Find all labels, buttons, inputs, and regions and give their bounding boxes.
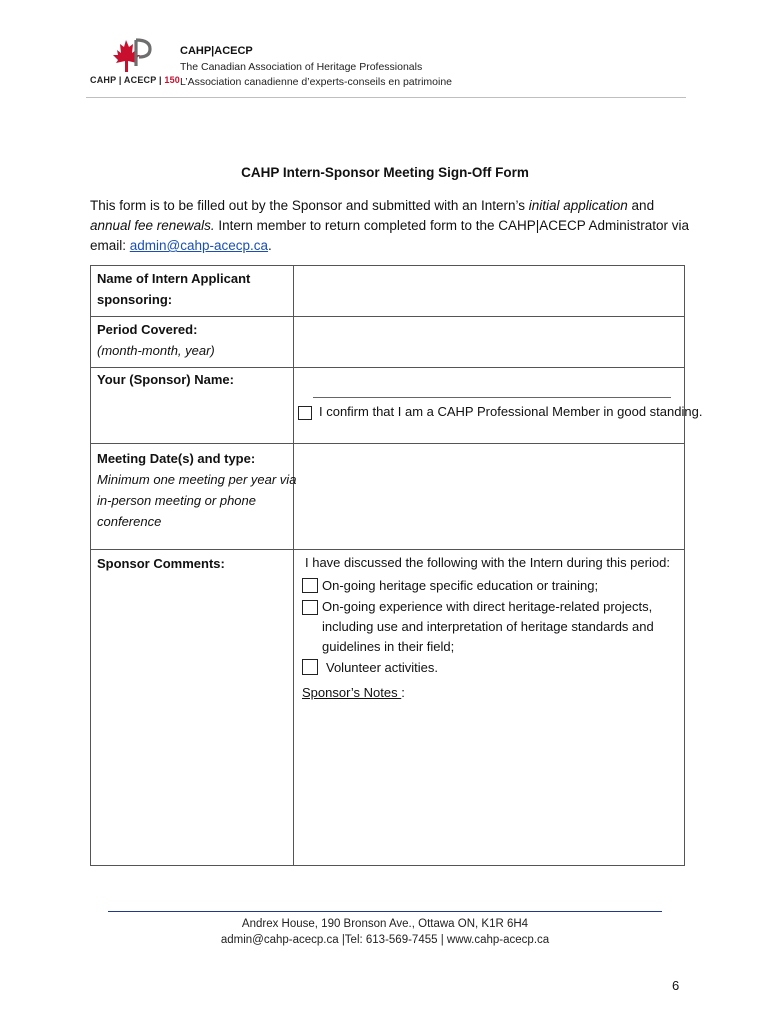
admin-email-link[interactable]: admin@cahp-acecp.ca	[129, 238, 269, 253]
volunteer-activities-checkbox[interactable]	[302, 659, 318, 675]
meeting-date-label: Meeting Date(s) and type: Minimum one meeting per year via in-person meeting or phone conference	[97, 451, 297, 529]
sponsor-signature-line	[313, 397, 671, 398]
option-projects-line-3: guidelines in their field;	[322, 639, 455, 654]
org-name-english: The Canadian Association of Heritage Professionals	[180, 61, 423, 73]
period-covered-label: Period Covered: (month-month, year)	[97, 319, 215, 361]
table-row-divider	[90, 549, 685, 550]
option-projects-line-2: including use and interpretation of heritage standards and	[322, 619, 654, 634]
sponsor-name-field[interactable]	[300, 372, 680, 396]
discussed-intro-text: I have discussed the following with the Intern during this period:	[305, 555, 670, 570]
sponsor-name-label: Your (Sponsor) Name:	[97, 372, 234, 387]
logo-year: 150	[164, 75, 181, 85]
sponsor-notes-field[interactable]	[300, 705, 680, 860]
footer-address: Andrex House, 190 Bronson Ave., Ottawa ON, K1R 6H4	[241, 918, 529, 930]
meeting-date-field[interactable]	[294, 444, 684, 549]
footer-divider	[108, 911, 662, 912]
period-covered-field[interactable]	[294, 317, 684, 367]
option-education-text: On-going heritage specific education or training;	[322, 578, 599, 593]
sponsor-comments-label: Sponsor Comments:	[97, 556, 225, 571]
intro-paragraph: This form is to be filled out by the Sponsor and submitted with an Intern’s initial application and annual fee renewals. Intern member to return completed form to the CAHP|ACECP Administrator via email: admin@cahp-acecp.ca.	[90, 198, 690, 253]
sponsor-notes-label: Sponsor’s Notes :	[302, 685, 405, 700]
header-divider	[86, 97, 686, 98]
org-name-french: L’Association canadienne d’experts-conseils en patrimoine	[180, 76, 452, 88]
period-hint: (month-month, year)	[97, 343, 215, 358]
maple-leaf-logo-icon	[112, 36, 156, 76]
form-title: CAHP Intern-Sponsor Meeting Sign-Off Form	[241, 165, 529, 180]
page-number: 6	[672, 978, 680, 993]
heritage-projects-checkbox[interactable]	[302, 600, 318, 615]
confirm-member-text: I confirm that I am a CAHP Professional Member in good standing.	[319, 404, 703, 419]
table-row-divider	[90, 367, 685, 368]
education-training-checkbox[interactable]	[302, 578, 318, 593]
footer-contact: admin@cahp-acecp.ca |Tel: 613-569-7455 | www.cahp-acecp.ca	[220, 934, 550, 946]
intern-name-label: Name of Intern Applicant sponsoring:	[97, 271, 251, 307]
option-projects-line-1: On-going experience with direct heritage-related projects,	[322, 599, 653, 614]
logo-caption: CAHP | ACECP | 150	[90, 75, 181, 85]
intern-name-field[interactable]	[294, 266, 684, 316]
option-volunteer-text: Volunteer activities.	[326, 660, 439, 675]
professional-member-checkbox[interactable]	[298, 406, 312, 420]
org-short-name: CAHP|ACECP	[180, 45, 253, 57]
